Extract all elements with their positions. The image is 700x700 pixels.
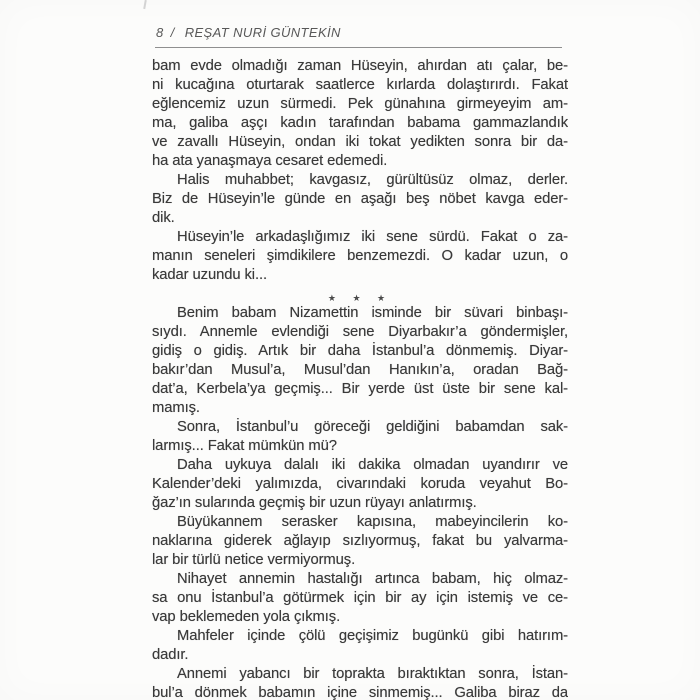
text-line: dat’a, Kerbela’ya geçmiş... Bir yerde üst üste bir sene kal-	[152, 381, 568, 397]
body-text	[152, 57, 568, 700]
text-line: Hüseyin’le arkadaşlığımız iki sene sürdü. Fakat o za-	[177, 229, 568, 245]
text-line: Kalender’deki yalımızda, civarındaki koruda veyahut Bo-	[152, 476, 568, 492]
text-line: lar bir türlü netice vermiyormuş.	[152, 552, 356, 568]
text-line: bakır’dan Musul’a, Musul’dan Hanıkın’a, oradan Bağ-	[152, 362, 568, 378]
scan-artifact	[143, 0, 147, 9]
text-line: mamış.	[152, 400, 200, 416]
text-line: sa onu İstanbul’a götürmek için bir ay için istemiş ve ce-	[152, 590, 568, 606]
running-header	[156, 25, 341, 40]
header-divider: /	[170, 25, 175, 40]
text-line: kadar uzundu ki...	[152, 267, 268, 283]
text-line: gidiş o gidiş. Artık bir daha İstanbul’a dönmemiş. Diyar-	[152, 343, 568, 359]
text-line: naklarına giderek ağlayıp sızlıyormuş, fakat bu yalvarma-	[152, 533, 568, 549]
text-line: Büyükannem serasker kapısına, mabeyincilerin ko-	[177, 514, 568, 530]
text-line: eğlencemiz uzun sürmedi. Pek günahına girmeyeyim am-	[152, 96, 568, 112]
text-line: larmış... Fakat mümkün mü?	[152, 438, 337, 454]
text-line: ve zavallı Hüseyin, ondan iki tokat yedikten sonra bir da-	[152, 134, 568, 150]
text-line: Nihayet annemin hastalığı artınca babam, hiç olmaz-	[177, 571, 568, 587]
text-line: Mahfeler içinde çölü geçişimiz bugünkü gibi hatırım-	[177, 628, 568, 644]
text-line: vap beklemeden yola çıkmış.	[152, 609, 341, 625]
text-line: ğaz’ın sularında geçmiş bir uzun rüyayı anlatırmış.	[152, 495, 477, 511]
text-line: bam evde olmadığı zaman Hüseyin, ahırdan atı çalar, be-	[152, 58, 568, 74]
text-line: Halis muhabbet; kavgasız, gürültüsüz olmaz, derler.	[177, 172, 568, 188]
text-line: dadır.	[152, 647, 189, 663]
text-line: Biz de Hüseyin’le günde en aşağı beş nöbet kavga eder-	[152, 191, 568, 207]
text-line: Sonra, İstanbul’u göreceği geldiğini babamdan sak-	[177, 419, 568, 435]
page-number: 8	[156, 25, 164, 40]
text-line: ma, galiba aşçı kadın tarafından babama gammazlandık	[152, 115, 568, 131]
text-line: bul’a dönmek babamın içine sinmemiş... Galiba biraz da	[152, 685, 568, 700]
text-line: Benim babam Nizamettin isminde bir süvari binbaşı-	[177, 305, 568, 321]
text-line: ha ata yanaşmaya cesaret edemedi.	[152, 153, 388, 169]
text-line: manın seneleri şimdikilere benzemezdi. O kadar uzun, o	[152, 248, 568, 264]
header-rule	[155, 47, 562, 48]
text-line: sıydı. Annemle evlendiği sene Diyarbakır’a göndermişler,	[152, 324, 568, 340]
section-separator: ★ ★ ★	[327, 293, 393, 303]
header-author-title: REŞAT NURİ GÜNTEKİN	[184, 25, 341, 40]
text-line: ni kucağına oturtarak saatlerce kırlarda dolaştırırdı. Fakat	[152, 77, 568, 93]
text-line: Daha uykuya dalalı iki dakika olmadan uyandırır ve	[177, 457, 568, 473]
text-line: Annemi yabancı bir toprakta bıraktıktan sonra, İstan-	[177, 666, 568, 682]
text-line: dik.	[152, 210, 175, 226]
